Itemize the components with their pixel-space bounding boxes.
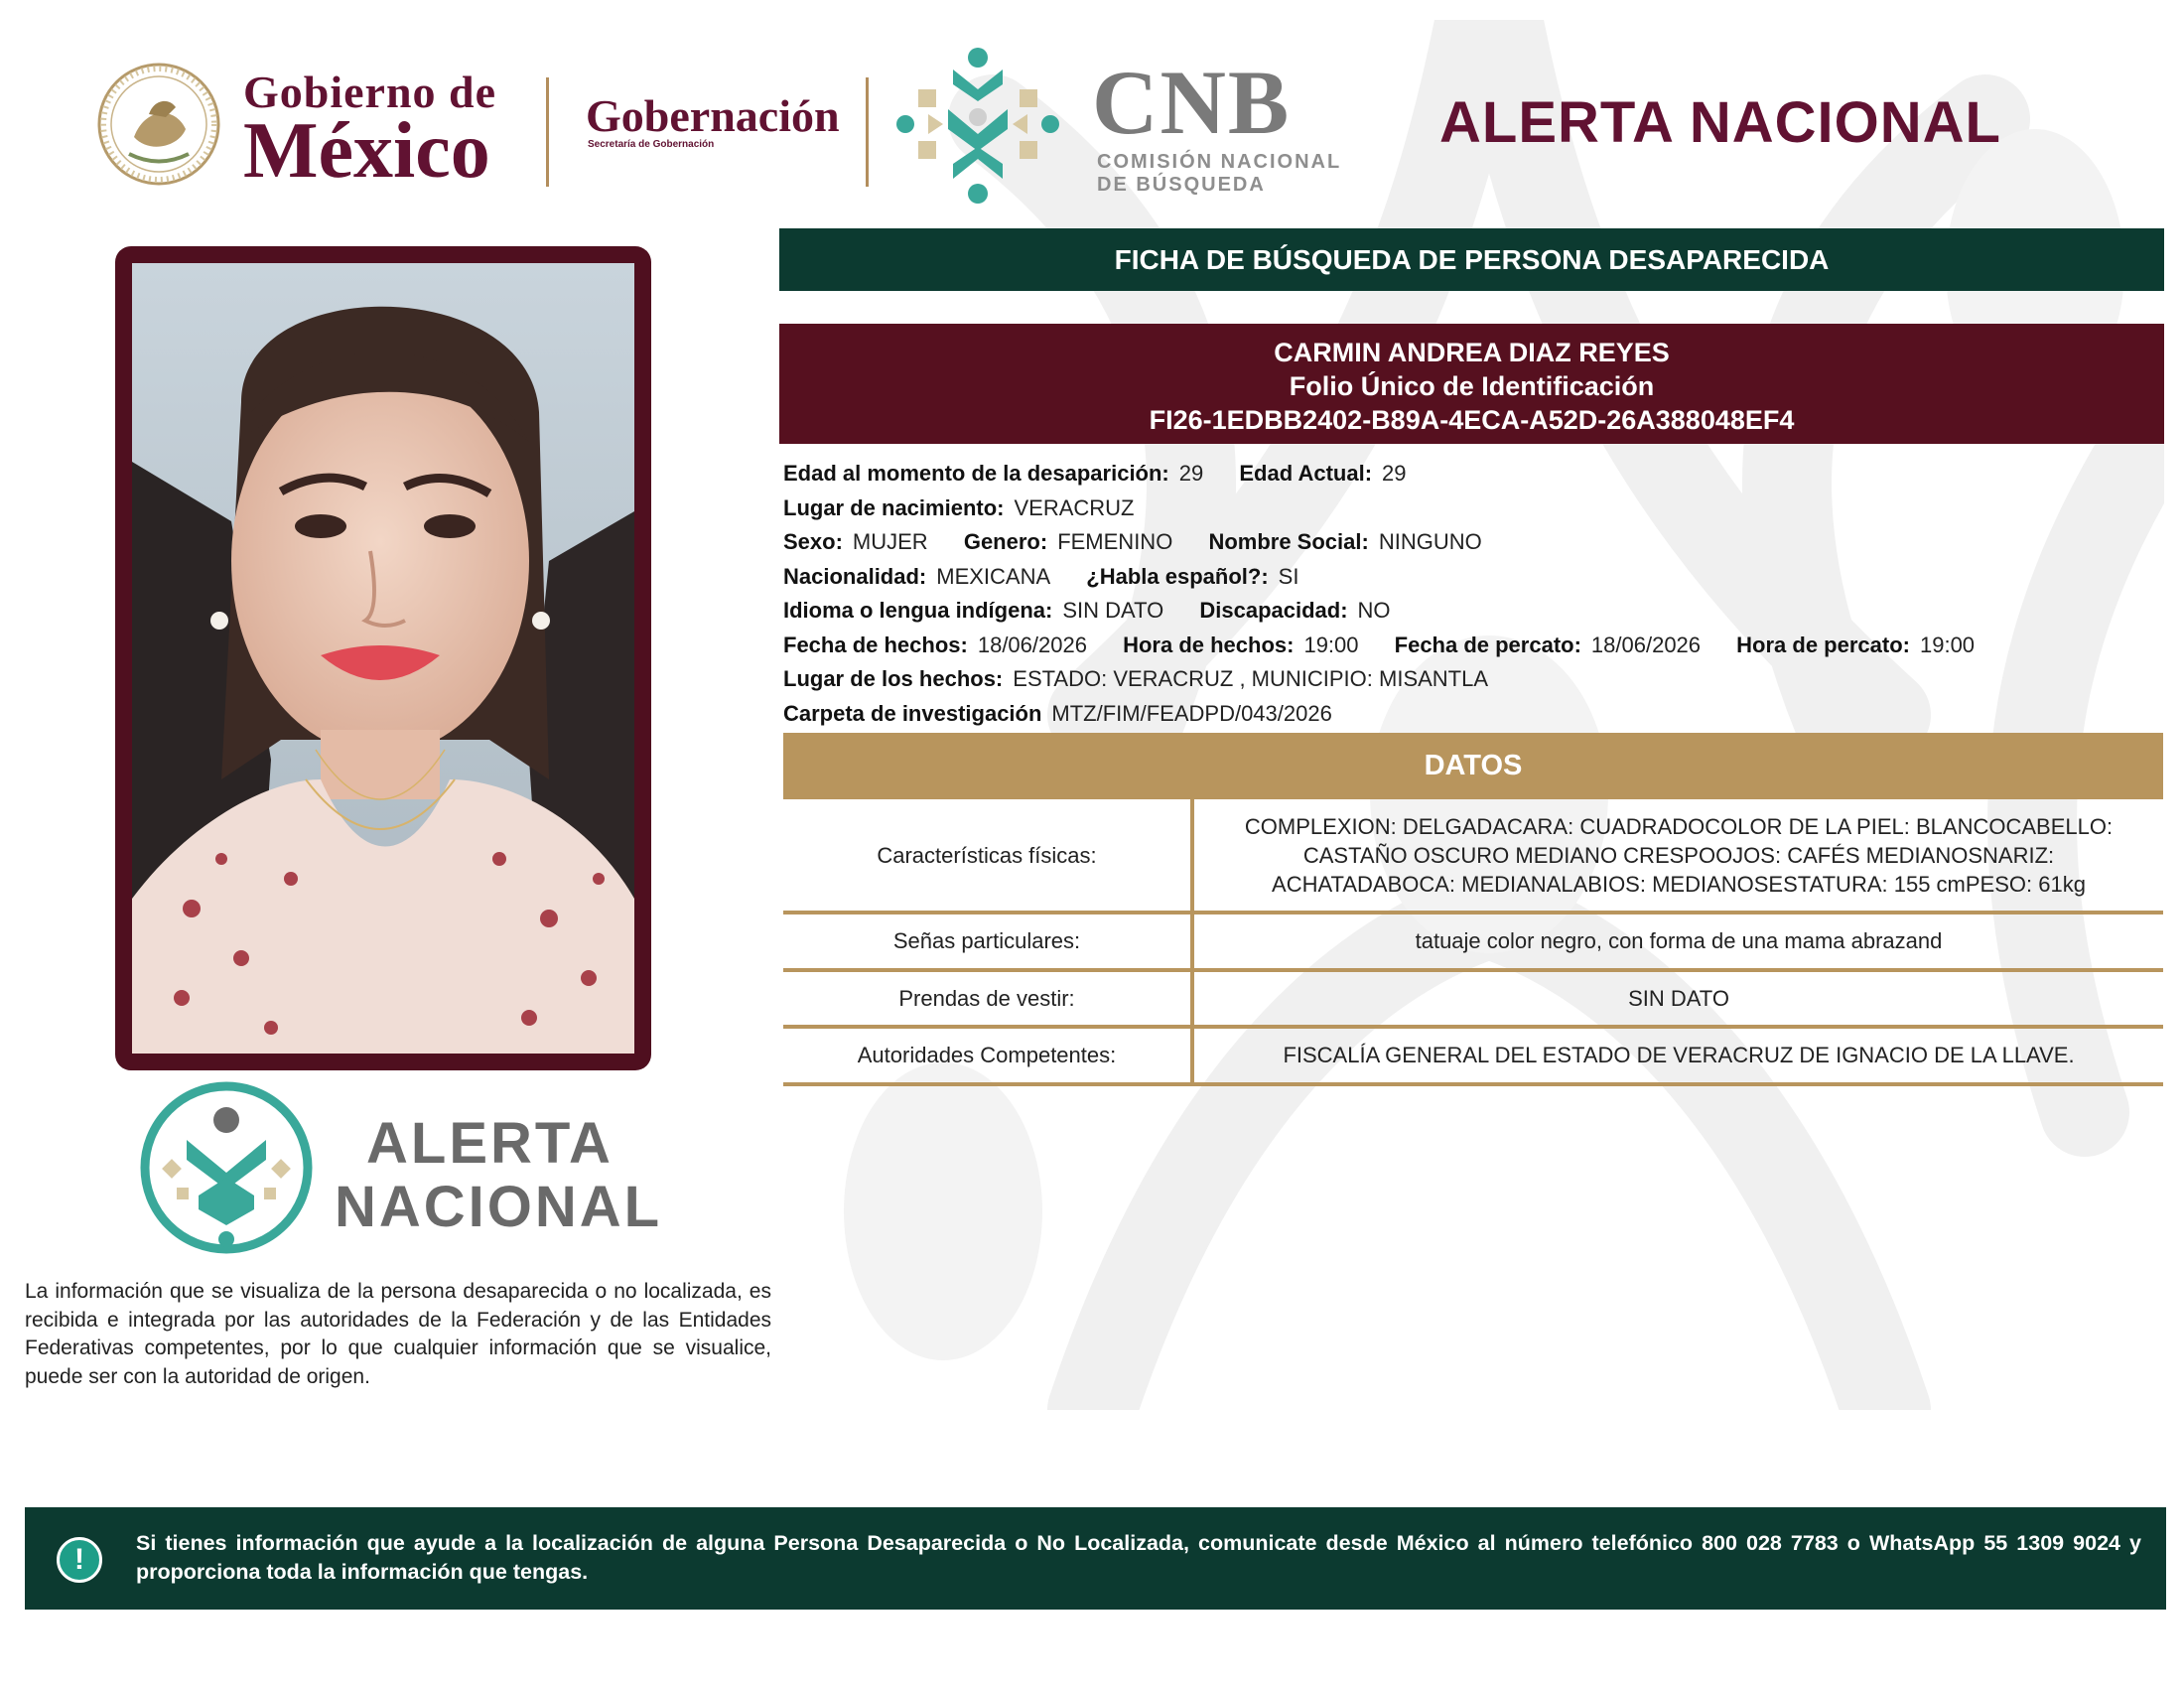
exclamation-icon: ! — [57, 1537, 102, 1583]
edad-desaparicion-value: 29 — [1178, 461, 1204, 486]
sexo-value: MUJER — [852, 529, 928, 554]
nacionalidad-value: MEXICANA — [936, 563, 1051, 589]
datos-value-line: CASTAÑO OSCURO MEDIANO CRESPOOJOS: CAFÉS MEDIANOSNARIZ: — [1302, 842, 2055, 868]
table-row — [783, 970, 2163, 1028]
info-row-nacimiento — [783, 492, 2163, 526]
lugar-hechos-value: ESTADO: VERACRUZ , MUNICIPIO: MISANTLA — [1013, 666, 1489, 691]
datos-value-line: COMPLEXION: DELGADACARA: CUADRADOCOLOR DE LA PIEL: BLANCOCABELLO: — [1244, 813, 2114, 839]
cnb-subtitle — [1097, 151, 1341, 197]
info-row-lugar-hechos — [783, 662, 2163, 697]
datos-key: Autoridades Competentes: — [783, 1027, 1192, 1084]
table-row — [783, 799, 2163, 913]
header — [89, 40, 2124, 199]
habla-espanol-label: ¿Habla español?: — [1086, 563, 1269, 589]
datos-table — [783, 799, 2163, 1086]
folio-value: FI26-1EDBB2402-B89A-4ECA-A52D-26A388048EF4 — [1149, 405, 1795, 435]
habla-espanol-value: SI — [1278, 563, 1299, 589]
alerta-nacional-logo-icon — [137, 1078, 316, 1257]
edad-desaparicion-label: Edad al momento de la desaparición: — [783, 461, 1169, 486]
datos-value-line: ACHATADABOCA: MEDIANALABIOS: MEDIANOSESTATURA: 155 cmPESO: 61kg — [1272, 871, 2086, 897]
datos-value — [1192, 799, 2163, 913]
gobierno-line2: México — [243, 107, 490, 195]
hora-hechos-value: 19:00 — [1303, 632, 1359, 657]
fecha-hechos-value: 18/06/2026 — [977, 632, 1087, 657]
discapacidad-value: NO — [1357, 598, 1391, 623]
datos-value: FISCALÍA GENERAL DEL ESTADO DE VERACRUZ DE IGNACIO DE LA LLAVE. — [1192, 1027, 2163, 1084]
person-info — [783, 457, 2163, 731]
footer-banner — [25, 1507, 2166, 1610]
lugar-hechos-label: Lugar de los hechos: — [783, 666, 1004, 691]
datos-value: tatuaje color negro, con forma de una mama abrazand — [1192, 913, 2163, 970]
info-row-sexo — [783, 525, 2163, 560]
hora-percato-value: 19:00 — [1919, 632, 1976, 657]
mexico-seal-icon — [94, 60, 223, 189]
cnb-title: CNB — [1092, 52, 1292, 153]
footer-text: Si tienes información que ayude a la localización de alguna Persona Desaparecida o No Localizada, comunicate desde México al número telefónico 800 028 7783 o WhatsApp 55 1309 9024 y proporciona toda la información que tengas. — [136, 1531, 2141, 1584]
fecha-percato-value: 18/06/2026 — [1590, 632, 1702, 657]
info-row-fechas — [783, 629, 2163, 663]
datos-key: Características físicas: — [783, 799, 1192, 913]
edad-actual-value: 29 — [1382, 461, 1407, 486]
datos-value: SIN DATO — [1192, 970, 2163, 1028]
folio-label: Folio Único de Identificación — [1289, 371, 1655, 401]
discapacidad-label: Discapacidad: — [1199, 598, 1348, 623]
gobernacion-subtitle: Secretaría de Gobernación — [588, 139, 715, 150]
alerta-logo-line2: NACIONAL — [335, 1175, 663, 1239]
datos-key: Prendas de vestir: — [783, 970, 1192, 1028]
gobierno-de-mexico-logo — [243, 67, 497, 195]
nombre-social-value: NINGUNO — [1378, 529, 1482, 554]
fecha-percato-label: Fecha de percato: — [1394, 632, 1581, 657]
lugar-nacimiento-value: VERACRUZ — [1014, 494, 1135, 520]
alerta-nacional-title: ALERTA NACIONAL — [1439, 90, 2001, 155]
info-row-carpeta — [783, 697, 2163, 732]
person-photo — [132, 263, 634, 1054]
alerta-nacional-logo-text — [335, 1112, 662, 1239]
idioma-label: Idioma o lengua indígena: — [783, 598, 1053, 623]
sexo-label: Sexo: — [783, 529, 843, 554]
info-row-idioma — [783, 594, 2163, 629]
divider — [866, 77, 869, 187]
ficha-title-bar: FICHA DE BÚSQUEDA DE PERSONA DESAPARECIDA — [779, 228, 2164, 291]
table-row — [783, 1027, 2163, 1084]
alerta-logo-line1: ALERTA — [366, 1111, 614, 1176]
person-name: CARMIN ANDREA DIAZ REYES — [1274, 338, 1670, 367]
datos-title-bar: DATOS — [783, 733, 2163, 799]
carpeta-value: MTZ/FIM/FEADPD/043/2026 — [1051, 700, 1332, 726]
fecha-hechos-label: Fecha de hechos: — [783, 632, 968, 657]
gobierno-line1: Gobierno de — [243, 67, 497, 117]
disclaimer-text: La información que se visualiza de la persona desaparecida o no localizada, es recibida e integrada por las autoridades de la Federación y de las Entidades Federativas competentes, por lo que cualquier información que se visualice, puede ser con la autoridad de origen. — [25, 1280, 771, 1388]
cnb-logo-icon — [893, 40, 1062, 209]
genero-value: FEMENINO — [1057, 529, 1173, 554]
cnb-subtitle-line1: COMISIÓN NACIONAL — [1097, 151, 1342, 173]
carpeta-label: Carpeta de investigación — [783, 700, 1042, 726]
lugar-nacimiento-label: Lugar de nacimiento: — [783, 494, 1005, 520]
person-photo-frame — [115, 246, 651, 1070]
divider — [546, 77, 549, 187]
cnb-subtitle-line2: DE BÚSQUEDA — [1097, 174, 1266, 196]
idioma-value: SIN DATO — [1062, 598, 1164, 623]
info-row-edad — [783, 457, 2163, 492]
nombre-social-label: Nombre Social: — [1208, 529, 1369, 554]
nacionalidad-label: Nacionalidad: — [783, 563, 927, 589]
edad-actual-label: Edad Actual: — [1239, 461, 1373, 486]
person-header — [779, 324, 2164, 444]
gobernacion-logo: Gobernación — [586, 90, 840, 141]
hora-percato-label: Hora de percato: — [1736, 632, 1910, 657]
datos-key: Señas particulares: — [783, 913, 1192, 970]
table-row — [783, 913, 2163, 970]
hora-hechos-label: Hora de hechos: — [1123, 632, 1295, 657]
genero-label: Genero: — [963, 529, 1048, 554]
info-row-nacionalidad — [783, 560, 2163, 595]
